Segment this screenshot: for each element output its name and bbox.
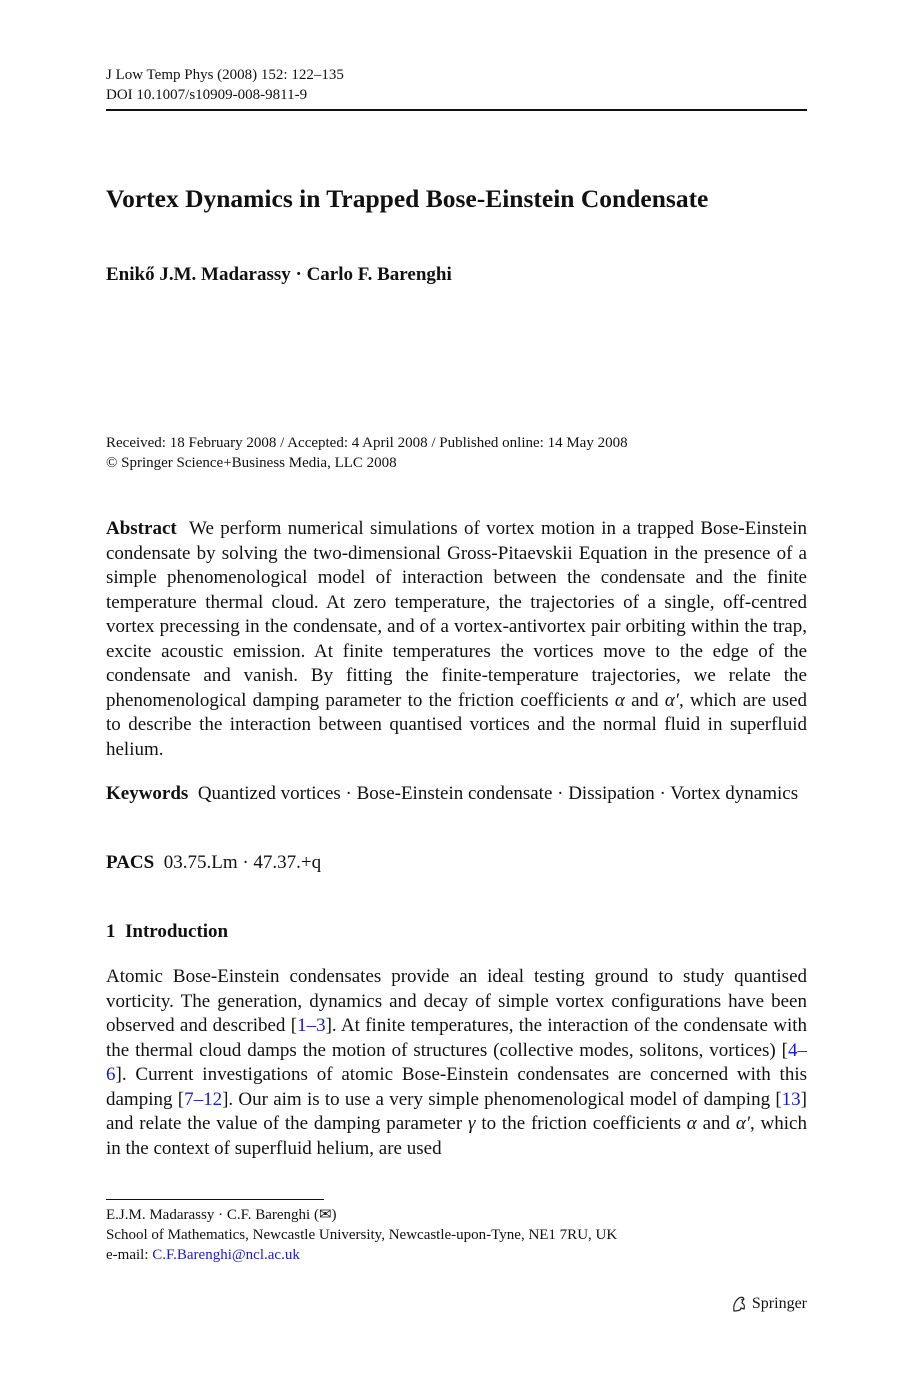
abstract-text-and: and (624, 689, 665, 711)
intro-paragraph (106, 965, 807, 1161)
email-label: e-mail: (106, 1247, 153, 1263)
section-heading (106, 921, 228, 943)
email-link[interactable]: C.F.Barenghi@ncl.ac.uk (152, 1247, 300, 1263)
author-footnote (106, 1205, 617, 1265)
citation-link[interactable]: 13 (781, 1088, 801, 1110)
pacs-label: PACS (106, 852, 155, 873)
intro-text: ]. Our aim is to use a very simple phenomenological model of damping [ (222, 1088, 782, 1110)
intro-text: , which in the context of superfluid helium, are used (106, 1113, 807, 1159)
footnote-names-text: E.J.M. Madarassy · C.F. Barenghi ( (106, 1207, 319, 1223)
intro-text: ]. Current investigations of atomic Bose-Einstein condensates are concerned with this damping [ (106, 1064, 807, 1110)
pacs-text: 03.75.Lm · 47.37.+q (163, 852, 322, 873)
paper-title: Vortex Dynamics in Trapped Bose-Einstein Condensate (106, 184, 709, 213)
keywords-text: Quantized vortices · Bose-Einstein condensate · Dissipation · Vortex dynamics (197, 783, 799, 804)
intro-text: ] and relate the value of the damping parameter (106, 1088, 807, 1134)
footnote-names (106, 1205, 617, 1225)
keywords-label: Keywords (106, 783, 189, 804)
intro-text: to the friction coefficients (475, 1113, 687, 1134)
abstract-label: Abstract (106, 518, 177, 539)
affiliation: School of Mathematics, Newcastle University, Newcastle-upon-Tyne, NE1 7RU, UK (106, 1227, 618, 1243)
footnote-names-close: ) (331, 1207, 337, 1223)
abstract-text-end: , which are used to describe the interaction between quantised vortices and the normal fluid in superfluid helium. (106, 689, 807, 760)
citation-link[interactable]: 1–3 (297, 1015, 326, 1036)
symbol-gamma: γ (468, 1113, 476, 1134)
intro-text: and (696, 1113, 736, 1134)
citation-link[interactable]: 4–6 (106, 1039, 807, 1085)
doi: DOI 10.1007/s10909-008-9811-9 (106, 87, 308, 103)
envelope-icon: ✉ (318, 1207, 332, 1223)
publisher-name: Springer (751, 1295, 807, 1312)
publication-dates (106, 433, 628, 473)
symbol-alpha-prime: α′ (664, 689, 679, 711)
springer-horse-icon (730, 1295, 748, 1313)
author-list: Enikő J.M. Madarassy · Carlo F. Barenghi (106, 264, 452, 285)
copyright-line: © Springer Science+Business Media, LLC 2008 (106, 455, 397, 471)
journal-citation: J Low Temp Phys (2008) 152: 122–135 (106, 67, 344, 83)
intro-text: Atomic Bose-Einstein condensates provide an ideal testing ground to study quantised vorticity. The generation, dynamics and decay of simple vortex configurations have been observed and described [ (106, 966, 807, 1036)
section-number: 1 (106, 921, 116, 942)
header-rule (106, 109, 807, 111)
intro-text: ]. At finite temperatures, the interaction of the condensate with the thermal cloud damps the motion of structures (collective modes, solitons, vortices) [ (106, 1015, 808, 1061)
keywords (106, 782, 807, 807)
email-line (106, 1245, 617, 1265)
citation-link[interactable]: 7–12 (184, 1088, 223, 1110)
symbol-alpha: α (686, 1113, 697, 1134)
abstract (106, 517, 807, 762)
abstract-text: We perform numerical simulations of vortex motion in a trapped Bose-Einstein condensate by solving the two-dimensional Gross-Pitaevskii Equation in the presence of a simple phenomenological model of interaction between the condensate and the finite temperature thermal cloud. At zero temperature, the trajectories of a single, off-centred vortex precessing in the condensate, and of a vortex-antivortex pair orbiting within the trap, excite acoustic emission. At finite temperatures the vortices move to the edge of the condensate and vanish. By fitting the finite-temperature trajectories, we relate the phenomenological damping parameter to the friction coefficients (106, 518, 807, 711)
symbol-alpha: α (614, 689, 625, 711)
symbol-alpha-prime: α′ (735, 1113, 750, 1134)
footnote-rule (106, 1199, 324, 1200)
pacs (106, 851, 321, 876)
publisher-logo (730, 1295, 807, 1313)
section-title: Introduction (125, 921, 229, 942)
journal-header (106, 65, 344, 105)
dates-line: Received: 18 February 2008 / Accepted: 4 April 2008 / Published online: 14 May 2008 (106, 435, 628, 451)
